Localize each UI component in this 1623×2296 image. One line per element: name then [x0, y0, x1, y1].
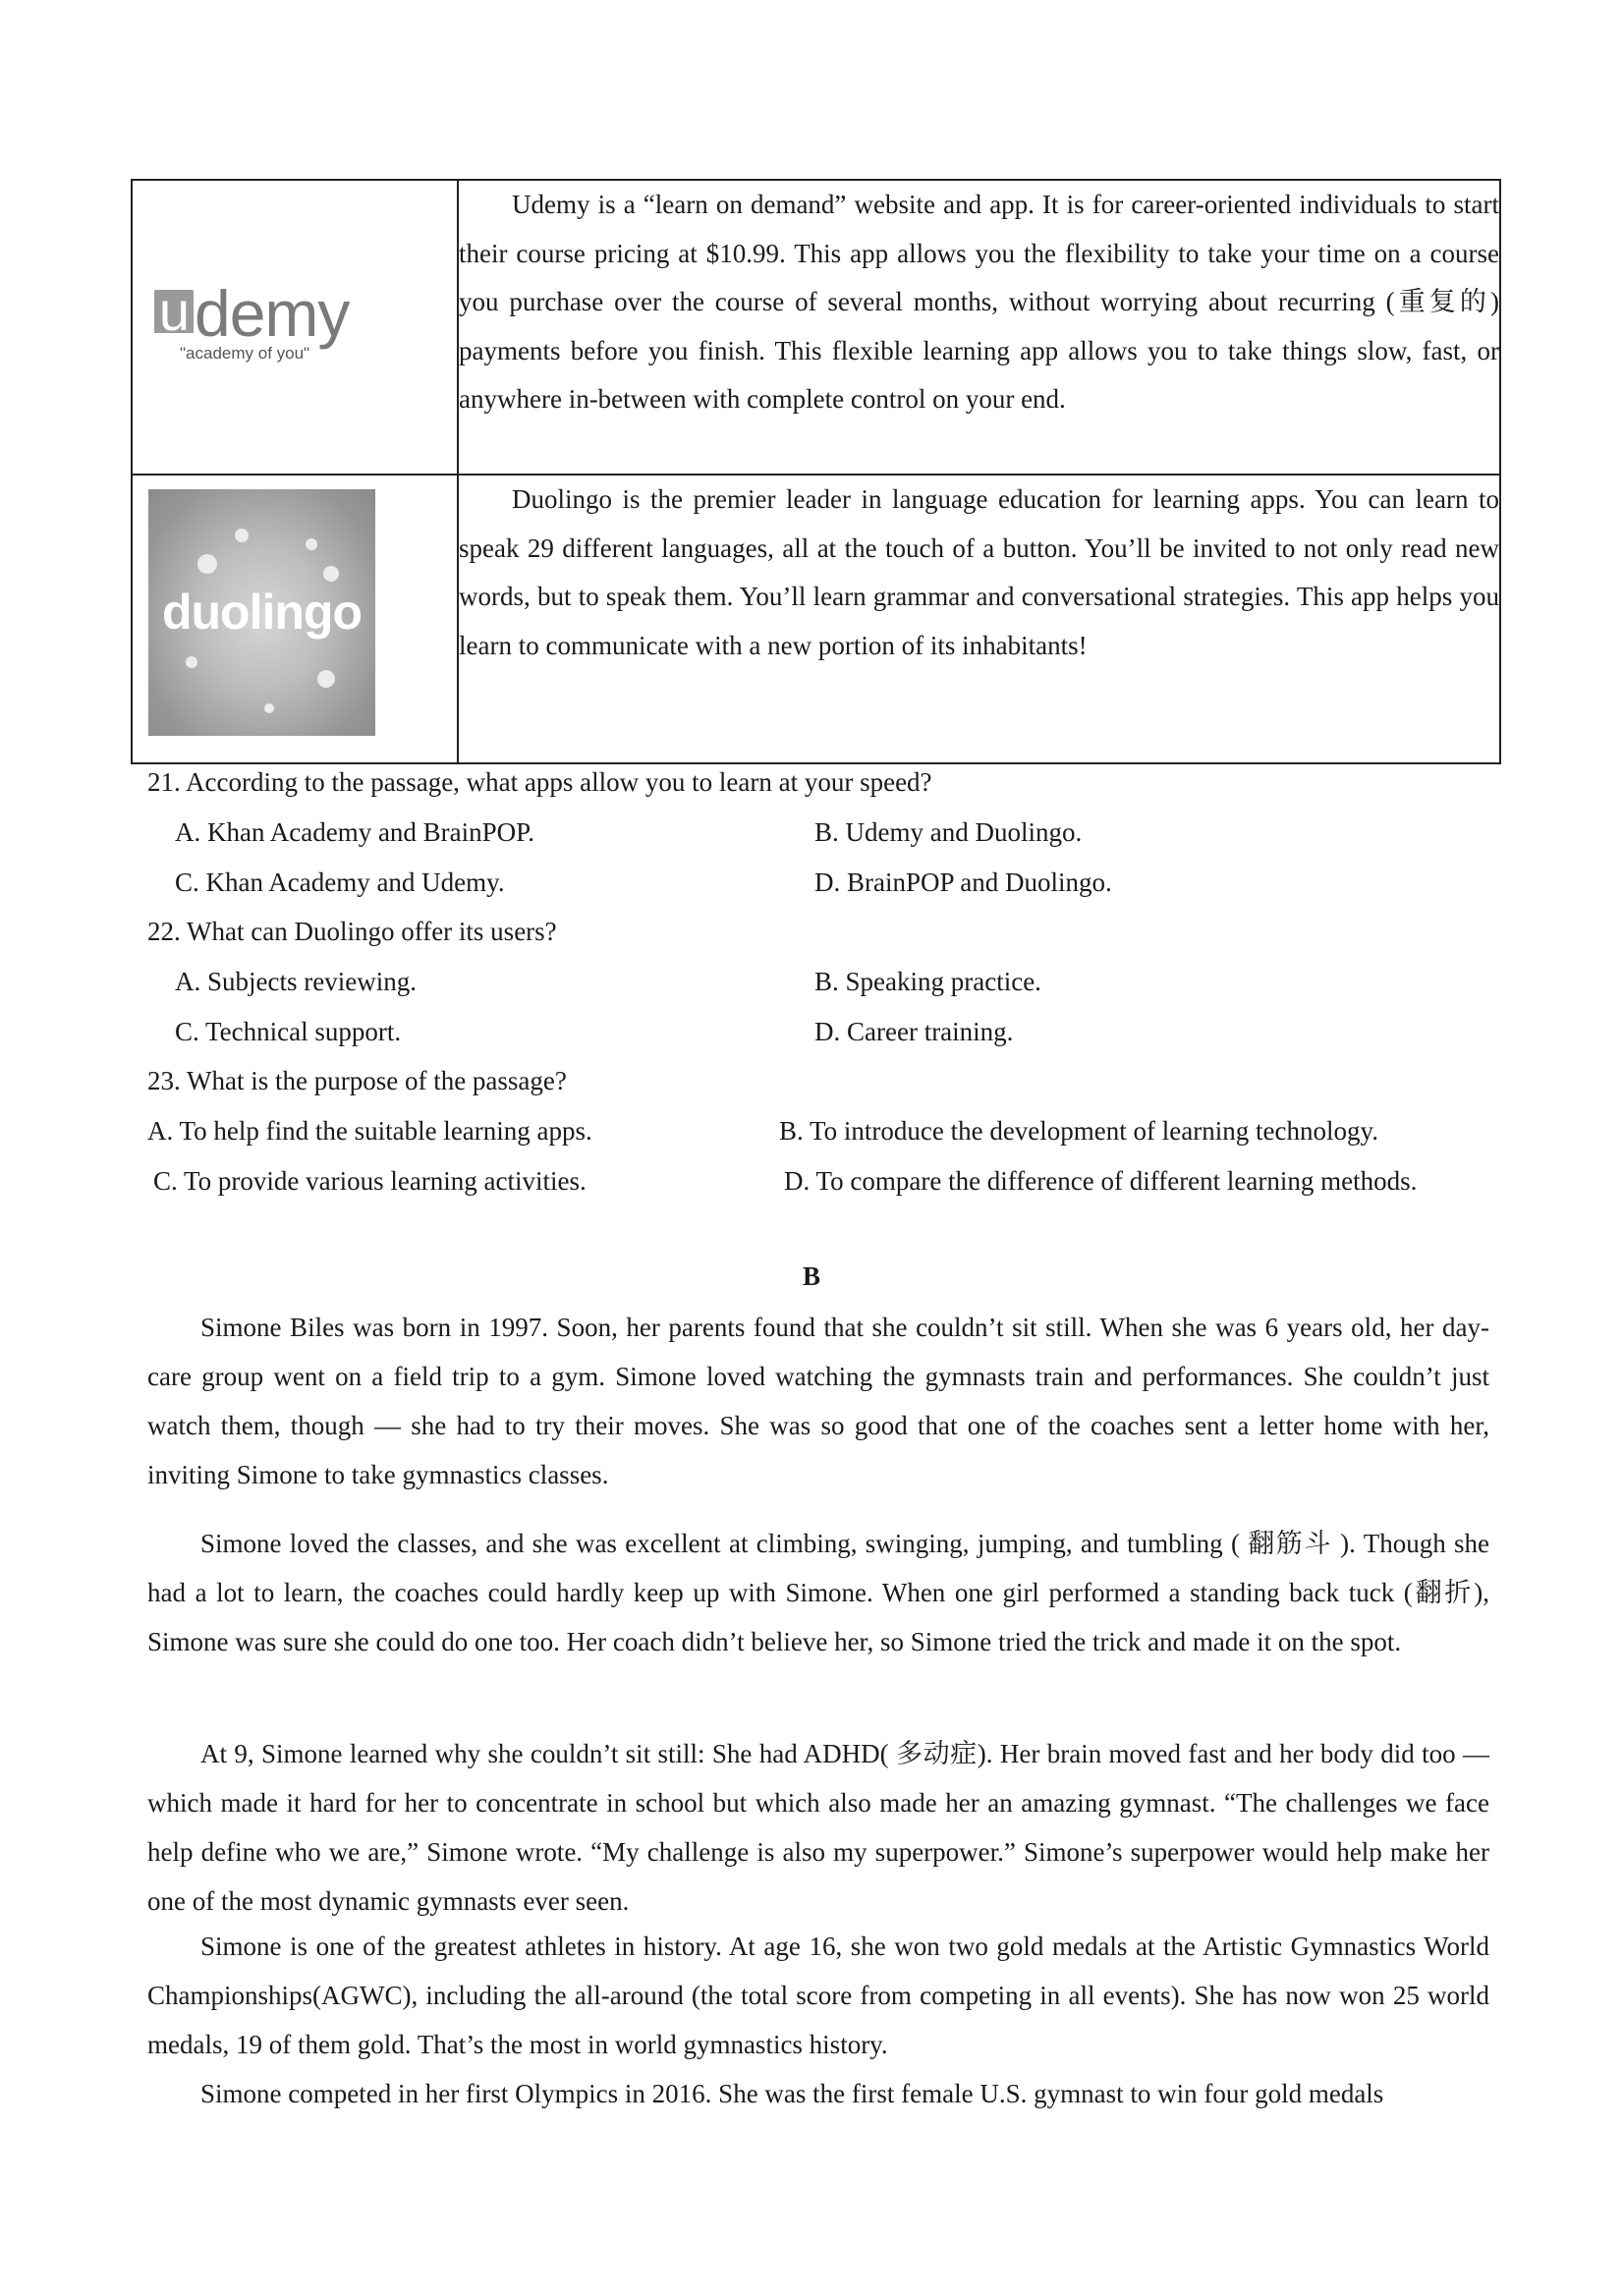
option-22-b[interactable]: B. Speaking practice.	[814, 967, 1041, 996]
description-cell	[458, 475, 1500, 763]
logo-cell	[132, 475, 458, 763]
passage-paragraph-4: Simone is one of the greatest athletes in history. At age 16, she won two gold medals at the Artistic Gymnastics World Championships(AGWC), including the all-around (the total score from competing in all events). She has now won 25 world medals, 19 of them gold. That’s the most in world gymnastics history.	[147, 1932, 1489, 2059]
option-21-b[interactable]: B. Udemy and Duolingo.	[814, 817, 1083, 847]
table-row	[132, 475, 1500, 763]
passage-paragraph-5: Simone competed in her first Olympics in 2016. She was the first female U.S. gymnast to win four gold medals	[200, 2079, 1384, 2108]
option-22-d[interactable]: D. Career training.	[814, 1017, 1014, 1046]
udemy-description: Udemy is a “learn on demand” website and app. It is for career-oriented individuals to start their course pricing at $10.99. This app allows you the flexibility to take your time on a course you purchase over the course of several months, without worrying about recurring (重复的) payments before you finish. This flexible learning app allows you to take things slow, fast, or anywhere in-between with complete control on your end.	[459, 190, 1499, 414]
description-cell	[458, 180, 1500, 475]
option-23-b[interactable]: B. To introduce the development of learning technology.	[779, 1116, 1378, 1146]
udemy-tagline: "academy of you"	[180, 344, 310, 363]
logo-cell	[132, 180, 458, 475]
option-23-c[interactable]: C. To provide various learning activities.	[153, 1166, 587, 1196]
question-21: 21. According to the passage, what apps allow you to learn at your speed?	[147, 767, 932, 797]
option-23-d[interactable]: D. To compare the difference of different learning methods.	[784, 1166, 1418, 1196]
option-21-c[interactable]: C. Khan Academy and Udemy.	[175, 868, 505, 897]
section-b-label: B	[802, 1261, 820, 1291]
option-23-a[interactable]: A. To help find the suitable learning apps.	[147, 1116, 592, 1146]
option-21-a[interactable]: A. Khan Academy and BrainPOP.	[175, 817, 534, 847]
apps-table	[131, 179, 1501, 764]
option-22-a[interactable]: A. Subjects reviewing.	[175, 967, 417, 996]
duolingo-description: Duolingo is the premier leader in language education for learning apps. You can learn to speak 29 different languages, all at the touch of a button. You’ll be invited to not only read new words, but to speak them. You’ll learn grammar and conversational strategies. This app helps you learn to communicate with a new portion of its inhabitants!	[459, 484, 1499, 660]
passage-paragraph-3: At 9, Simone learned why she couldn’t sit still: She had ADHD( 多动症). Her brain moved fast and her body did too — which made it hard for her to concentrate in school but which also made her an amazing gymnast. “The challenges we face help define who we are,” Simone wrote. “My challenge is also my superpower.” Simone’s superpower would help make her one of the most dynamic gymnasts ever seen.	[147, 1739, 1489, 1916]
duolingo-wordmark: duolingo	[161, 585, 363, 640]
question-22: 22. What can Duolingo offer its users?	[147, 917, 557, 946]
question-23: 23. What is the purpose of the passage?	[147, 1066, 567, 1095]
option-21-d[interactable]: D. BrainPOP and Duolingo.	[814, 868, 1112, 897]
udemy-logo-icon: udemy "academy of you"	[154, 279, 449, 367]
passage-paragraph-1: Simone Biles was born in 1997. Soon, her parents found that she couldn’t sit still. When she was 6 years old, her day-care group went on a field trip to a gym. Simone loved watching the gymnasts train and performances. She couldn’t just watch them, though — she had to try their moves. She was so good that one of the coaches sent a letter home with her, inviting Simone to take gymnastics classes.	[147, 1313, 1489, 1489]
duolingo-logo-icon	[148, 489, 375, 736]
passage-paragraph-2: Simone loved the classes, and she was excellent at climbing, swinging, jumping, and tumbling ( 翻筋斗 ). Though she had a lot to learn, the coaches could hardly keep up with Simone. When one girl performed a standing back tuck (翻折), Simone was sure she could do one too. Her coach didn’t believe her, so Simone tried the trick and made it on the spot.	[147, 1529, 1489, 1656]
table-row	[132, 180, 1500, 475]
option-22-c[interactable]: C. Technical support.	[175, 1017, 402, 1046]
